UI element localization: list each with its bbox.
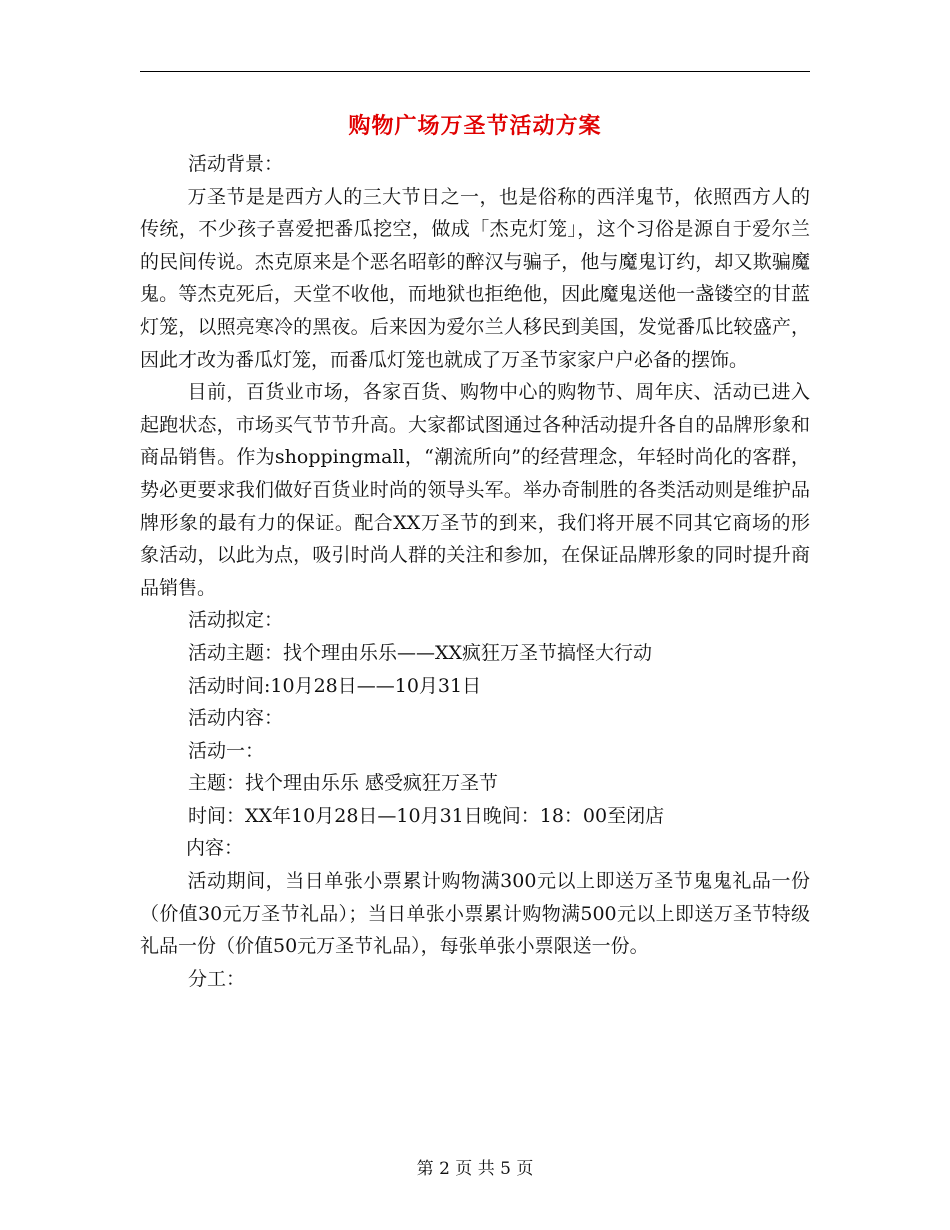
header-rule	[140, 71, 810, 72]
activity-one-label: 活动一：	[188, 739, 265, 762]
division-label: 分工：	[188, 967, 246, 990]
content-label: 活动内容：	[188, 707, 284, 730]
activity-one-theme: 主题：找个理由乐乐 感受疯狂万圣节	[188, 772, 499, 795]
page-number: 第 2 页 共 5 页	[416, 1159, 534, 1179]
activity-one-content-label: 内容：	[186, 837, 244, 860]
activity-one-time: 时间：XX年10月28日—10月31日晚间：18：00至闭店	[188, 804, 665, 827]
background-paragraph-2: 目前，百货业市场，各家百货、购物中心的购物节、周年庆、活动已进入起跑状态，市场买气节节升高。大家都试图通过各种活动提升各自的品牌形象和商品销售。作为shoppingmall，“潮流所向”的经营理念，年轻时尚化的客群，势必更要求我们做好百货业时尚的领导头军。举办奇制胜的各类活动则是维护品牌形象的最有力的保证。配合XX万圣节的到来，我们将开展不同其它商场的形象活动，以此为点，吸引时尚人群的关注和参加，在保证品牌形象的同时提升商品销售。	[140, 381, 810, 599]
theme-line: 活动主题：找个理由乐乐——XX疯狂万圣节搞怪大行动	[188, 641, 653, 664]
activity-one-content: 活动期间，当日单张小票累计购物满300元以上即送万圣节鬼鬼礼品一份（价值30元万圣节礼品）；当日单张小票累计购物满500元以上即送万圣节特级礼品一份（价值50元万圣节礼品），每张单张小票限送一份。	[140, 870, 810, 958]
background-label: 活动背景：	[188, 153, 284, 175]
document-title: 购物广场万圣节活动方案	[348, 113, 602, 139]
plan-label: 活动拟定：	[188, 609, 284, 632]
document-body	[140, 148, 810, 995]
time-line: 活动时间:10月28日——10月31日	[188, 674, 482, 697]
background-paragraph-1: 万圣节是是西方人的三大节日之一，也是俗称的西洋鬼节，依照西方人的传统，不少孩子喜爱把番瓜挖空，做成「杰克灯笼」，这个习俗是源自于爱尔兰的民间传说。杰克原来是个恶名昭彰的醉汉与骗子，他与魔鬼订约，却又欺骗魔鬼。等杰克死后，天堂不收他，而地狱也拒绝他，因此魔鬼送他一盏镂空的甘蓝灯笼，以照亮寒冷的黑夜。后来因为爱尔兰人移民到美国，发觉番瓜比较盛产，因此才改为番瓜灯笼，而番瓜灯笼也就成了万圣节家家户户必备的摆饰。	[140, 185, 810, 371]
